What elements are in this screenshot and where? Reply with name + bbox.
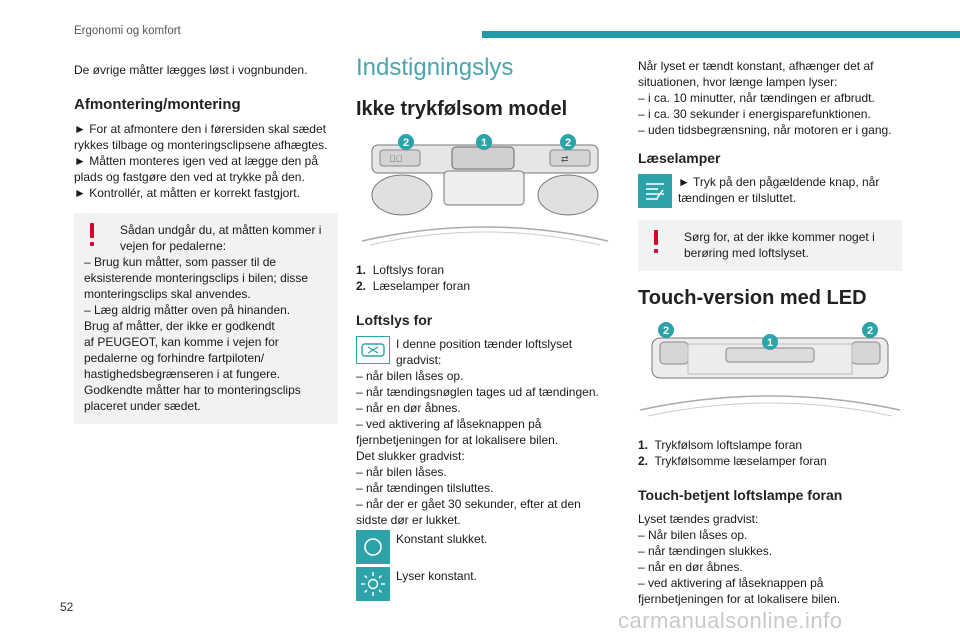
warning-icon [652, 230, 660, 254]
reading-lamp-icon [638, 174, 672, 208]
list-line: – ved aktivering af låseknappen på [356, 417, 542, 431]
step-line: plads og fastgøre den ved at trykke på den. [74, 170, 305, 184]
badge-2: 2 [402, 137, 410, 149]
warning-line: Sørg for, at der ikke kommer noget i [684, 230, 875, 244]
badge-2: 2 [866, 325, 874, 337]
intro-line: – i ca. 10 minutter, når tændingen er afbrudt. [638, 91, 875, 105]
sun-icon [356, 567, 390, 601]
intro-line: – i ca. 30 sekunder i energisparefunktionen. [638, 107, 871, 121]
off-mode-row [356, 530, 614, 566]
warning-line: vejen for pedalerne: [120, 239, 227, 253]
warning-icon [88, 223, 96, 247]
legend-item: 1. Trykfølsom loftslampe foran [638, 438, 803, 452]
icon-text: Lyser konstant. [396, 569, 477, 583]
icon-text: ► Tryk på den pågældende knap, når [678, 175, 880, 189]
page-number: 52 [60, 600, 74, 614]
step-line: ► For at afmontere den i førersiden skal sædet [74, 122, 326, 136]
svg-text:⇄: ⇄ [561, 154, 569, 164]
legend-item: 2. Trykfølsomme læselamper foran [638, 454, 827, 468]
heading-laeselamper: Læselamper [638, 150, 721, 166]
on-mode-row [356, 567, 614, 603]
warning-line: eksisterende monteringsclips i bilen; disse [84, 271, 309, 285]
section-title: Indstigningslys [356, 54, 514, 81]
list-line: – når en dør åbnes. [356, 401, 461, 415]
heading-touch-betjent: Touch-betjent loftslampe foran [638, 487, 843, 503]
touch-console-illustration [638, 320, 902, 424]
heading-loftslys: Loftslys for [356, 312, 433, 328]
intro-line: – uden tidsbegrænsning, når motoren er i gang. [638, 123, 892, 137]
step-line: rykkes tilbage og monteringsclipsene afhægtes. [74, 138, 328, 152]
list-line: fjernbetjeningen for at lokalisere bilen. [638, 592, 841, 606]
icon-text: tændingen er tilsluttet. [678, 191, 797, 205]
warning-box [74, 213, 338, 424]
warning-line: monteringsclips skal anvendes. [84, 287, 251, 301]
list-line: sidste dør er lukket. [356, 513, 461, 527]
intro-line: situationen, hvor længe lampen lyser: [638, 75, 838, 89]
list-line: – når tændingsnøglen tages ud af tændingen. [356, 385, 599, 399]
ceiling-console-illustration [356, 131, 614, 249]
column-middle [356, 52, 614, 603]
badge-1: 1 [480, 137, 488, 149]
warning-line: placeret under sædet. [84, 399, 201, 413]
step-line: ► Kontrollér, at måtten er korrekt fastgjort. [74, 186, 300, 200]
warning-line: af PEUGEOT, kan komme i vejen for [84, 335, 279, 349]
list-line: – når tændingen slukkes. [638, 544, 773, 558]
badge-2: 2 [564, 137, 572, 149]
warning-box [638, 220, 902, 271]
list-line: – når bilen låses. [356, 465, 447, 479]
heading-ikke-trykfolsom: Ikke trykfølsom model [356, 98, 568, 120]
off-icon [356, 530, 390, 564]
list-line: Lyset tændes gradvist: [638, 512, 759, 526]
heading-afmontering: Afmontering/montering [74, 96, 241, 113]
column-left [74, 52, 338, 424]
list-line: – når bilen låses op. [356, 369, 464, 383]
svg-text:≋⃝: ≋⃝ [389, 154, 403, 164]
badge-2: 2 [662, 325, 670, 337]
list-line: fjernbetjeningen for at lokalisere bilen. [356, 433, 559, 447]
warning-line: Brug af måtter, der ikke er godkendt [84, 319, 275, 333]
legend-list [356, 262, 614, 294]
door-light-icon [356, 336, 390, 364]
warning-line: pedalerne og forhindre fartpiloten/ [84, 351, 265, 365]
door-light-mode-row [356, 336, 614, 368]
icon-text: Konstant slukket. [396, 532, 488, 546]
header-title: Ergonomi og komfort [74, 25, 181, 37]
warning-line: Sådan undgår du, at måtten kommer i [120, 223, 322, 237]
intro-line: Når lyset er tændt konstant, afhænger det af [638, 59, 874, 73]
warning-line: berøring med loftslyset. [684, 246, 809, 260]
list-line: Det slukker gradvist: [356, 449, 465, 463]
reading-lamp-row [638, 174, 902, 210]
heading-touch-version: Touch-version med LED [638, 287, 867, 309]
legend-list [638, 437, 902, 469]
icon-text: gradvist: [396, 353, 442, 367]
legend-item: 1. Loftslys foran [356, 263, 445, 277]
header-accent-bar [482, 31, 960, 38]
warning-line: – Brug kun måtter, som passer til de [84, 255, 277, 269]
warning-line: – Læg aldrig måtter oven på hinanden. [84, 303, 291, 317]
warning-line: Godkendte måtter har to monteringsclips [84, 383, 301, 397]
column-right [638, 52, 902, 607]
legend-item: 2. Læselamper foran [356, 279, 471, 293]
list-line: – når tændingen tilsluttes. [356, 481, 494, 495]
list-line: – når en dør åbnes. [638, 560, 743, 574]
intro-text: De øvrige måtter lægges løst i vognbunden. [74, 63, 308, 77]
list-line: – ved aktivering af låseknappen på [638, 576, 824, 590]
icon-text: I denne position tænder loftslyset [396, 337, 573, 351]
page-header [0, 0, 960, 40]
watermark: carmanualsonline.info [618, 608, 843, 633]
list-line: – når der er gået 30 sekunder, efter at den [356, 497, 581, 511]
warning-line: hastighedsbegrænseren i at fungere. [84, 367, 281, 381]
list-line: – Når bilen låses op. [638, 528, 748, 542]
step-line: ► Måtten monteres igen ved at lægge den på [74, 154, 319, 168]
badge-1: 1 [766, 337, 774, 349]
